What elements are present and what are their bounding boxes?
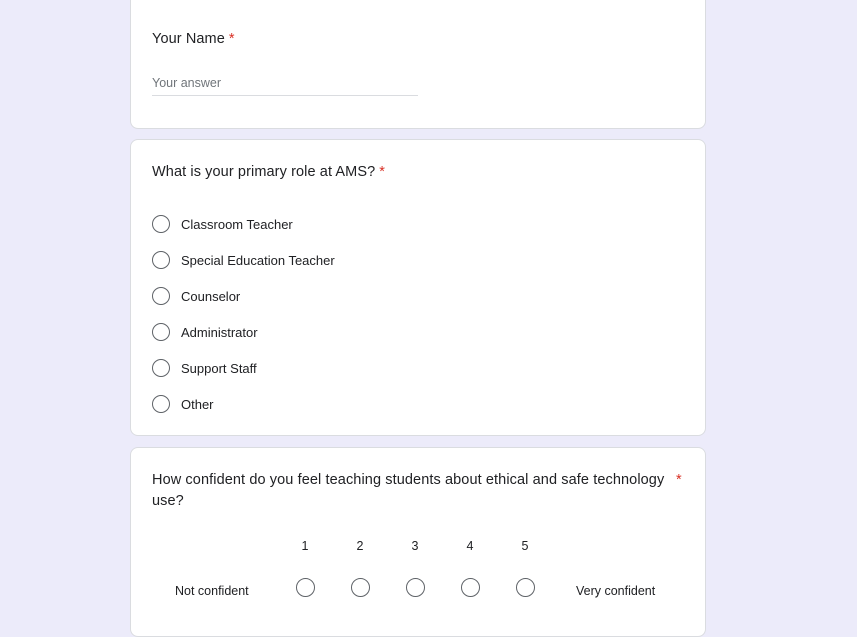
question-title-text: Your Name xyxy=(152,31,225,47)
role-option-administrator[interactable] xyxy=(152,314,335,350)
question-card-role xyxy=(130,139,706,436)
question-title-text: How confident do you feel teaching students about ethical and safe technology use? xyxy=(152,472,665,509)
question-card-confidence xyxy=(130,447,706,637)
radio-button[interactable] xyxy=(152,287,170,305)
scale-number-2: 2 xyxy=(356,539,364,553)
radio-button[interactable] xyxy=(152,323,170,341)
radio-button[interactable] xyxy=(152,395,170,413)
scale-number-4: 4 xyxy=(466,539,474,553)
option-label: Counselor xyxy=(181,288,241,304)
name-answer-input[interactable] xyxy=(152,70,418,96)
option-label: Administrator xyxy=(181,324,258,340)
option-label: Other xyxy=(181,396,214,412)
required-asterisk: * xyxy=(228,31,235,47)
radio-button[interactable] xyxy=(152,359,170,377)
scale-radio-4[interactable] xyxy=(461,578,480,597)
role-option-classroom-teacher[interactable] xyxy=(152,206,335,242)
scale-number-1: 1 xyxy=(301,539,309,553)
radio-button[interactable] xyxy=(152,215,170,233)
role-option-special-education-teacher[interactable] xyxy=(152,242,335,278)
scale-radio-1[interactable] xyxy=(296,578,315,597)
role-option-support-staff[interactable] xyxy=(152,350,335,386)
question-title xyxy=(152,162,385,183)
question-card-name xyxy=(130,0,706,129)
scale-high-label: Very confident xyxy=(576,584,656,598)
scale-low-label: Not confident xyxy=(175,584,249,598)
scale-radio-5[interactable] xyxy=(516,578,535,597)
option-label: Special Education Teacher xyxy=(181,252,335,268)
question-title-text: What is your primary role at AMS? xyxy=(152,164,376,180)
option-label: Support Staff xyxy=(181,360,257,376)
role-options xyxy=(152,206,335,422)
scale-number-5: 5 xyxy=(521,539,529,553)
scale-radio-3[interactable] xyxy=(406,578,425,597)
role-option-counselor[interactable] xyxy=(152,278,335,314)
option-label: Classroom Teacher xyxy=(181,216,293,232)
scale-number-3: 3 xyxy=(411,539,419,553)
scale-radio-2[interactable] xyxy=(351,578,370,597)
radio-button[interactable] xyxy=(152,251,170,269)
required-asterisk: * xyxy=(379,164,386,180)
question-title xyxy=(152,29,235,50)
role-option-other[interactable] xyxy=(152,386,335,422)
required-asterisk: * xyxy=(676,472,682,488)
